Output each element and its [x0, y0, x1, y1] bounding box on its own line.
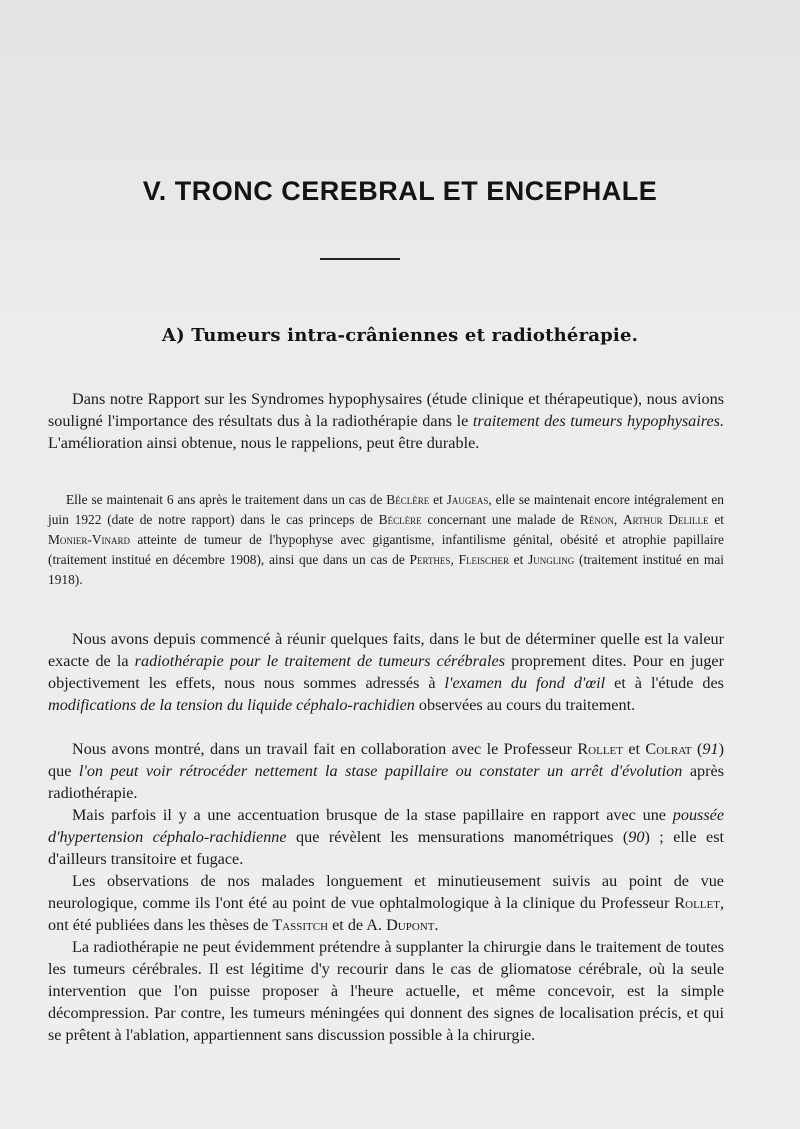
italic-text: l'examen du fond d'œil	[444, 674, 606, 692]
reference-number: 91	[702, 740, 719, 758]
text: et	[429, 492, 447, 507]
reference-number: 90	[628, 828, 645, 846]
author-name: Arthur Delille	[622, 512, 709, 527]
section-title: A) Tumeurs intra-crâniennes et radiothérapie.	[161, 325, 639, 346]
author-name: Colrat	[645, 740, 692, 758]
author-name: Jungling	[528, 552, 575, 567]
text: , elle se maintenait encore intégralement en juin 1922 (date de notre rapport) dans le cas princeps de	[48, 492, 724, 527]
text: après radiothérapie.	[48, 762, 724, 802]
text: observées au cours du traitement.	[414, 696, 636, 714]
chapter-title: V. TRONC CEREBRAL ET ENCEPHALE	[142, 176, 658, 206]
text: La radiothérapie ne peut évidemment prétendre à supplanter la chirurgie dans le traitement de toutes les tumeurs cérébrales. Il est légitime d'y recourir dans le cas de gliomatose cérébrale, où la seule intervention que l'on puisse proposer à l'heure actuelle, et même concevoir, est la simple décompression. Par contre, les tumeurs méningées qui donnent des signes de localisation précis, et qui se prêtent à l'ablation, appartiennent sans discussion possible à la chirurgie.	[48, 938, 724, 1044]
italic-text: modifications de la tension du liquide céphalo-rachidien	[48, 696, 415, 714]
text: atteinte de tumeur de l'hypophyse avec gigantisme, infantilisme génital, obésité et atrophie papillaire (traitement institué en décembre 1908), ainsi que dans un cas de	[48, 532, 724, 567]
author-name: Béclère	[378, 512, 422, 527]
text: et	[622, 740, 646, 758]
paragraph-4	[48, 804, 724, 870]
text: concernant une malade de	[421, 512, 580, 527]
author-name: Jaugeas	[446, 492, 489, 507]
text: , ont été publiées dans les thèses de	[48, 894, 724, 934]
text: ,	[613, 512, 623, 527]
author-name: Monier-Vinard	[48, 532, 131, 547]
author-name: Rollet	[577, 740, 623, 758]
footnote-paragraph	[48, 490, 724, 590]
paragraph-3	[48, 738, 724, 804]
text: ) ; elle est d'ailleurs transitoire et fugace.	[48, 828, 725, 868]
text: et	[508, 552, 529, 567]
text: Les observations de nos malades longuement et minutieusement suivis au point de vue neurologique, comme ils l'ont été au point de vue ophtalmologique à la clinique du Professeur	[48, 872, 724, 912]
italic-text: radiothérapie pour le traitement de tumeurs cérébrales	[134, 652, 506, 670]
text: Elle se maintenait 6 ans après le traitement dans un cas de	[66, 492, 387, 507]
author-name: Fleischer	[458, 552, 509, 567]
text: (	[691, 740, 703, 758]
author-name: Tassitch	[272, 916, 329, 934]
italic-text: poussée d'hypertension céphalo-rachidienne	[48, 806, 724, 846]
text: Nous avons depuis commencé à réunir quelques faits, dans le but de déterminer quelle est la valeur exacte de la	[48, 630, 724, 670]
text: Mais parfois il y a une accentuation brusque de la stase papillaire en rapport avec une	[72, 806, 673, 824]
text: Nous avons montré, dans un travail fait en collaboration avec le Professeur	[72, 740, 578, 758]
text: ) que	[48, 740, 724, 780]
title-rule	[320, 258, 400, 260]
text: et à l'étude des	[605, 674, 724, 692]
text: (traitement institué en mai 1918).	[48, 552, 725, 587]
text: .	[434, 916, 439, 934]
paragraph-5	[48, 870, 724, 936]
text: Dans notre Rapport sur les Syndromes hypophysaires (étude clinique et thérapeutique), nous avions souligné l'importance des résultats dus à la radiothérapie dans le	[48, 390, 724, 430]
paragraph-6	[48, 936, 724, 1046]
author-name: Dupont	[386, 916, 435, 934]
text: L'amélioration ainsi obtenue, nous le rappelions, peut être durable.	[48, 434, 480, 452]
italic-text: l'on peut voir rétrocéder nettement la stase papillaire ou constater un arrêt d'évolution	[78, 762, 683, 780]
text: que révèlent les mensurations manométriques (	[286, 828, 629, 846]
paragraph-2	[48, 628, 724, 716]
author-name: Perthes	[409, 552, 451, 567]
text: et	[708, 512, 724, 527]
text: proprement dites. Pour en juger objectivement les effets, nous nous sommes adressés à	[48, 652, 724, 692]
paragraph-1	[48, 388, 724, 454]
author-name: Béclère	[386, 492, 430, 507]
text: ,	[450, 552, 459, 567]
author-name: Rénon	[579, 512, 614, 527]
text: et de A.	[328, 916, 387, 934]
author-name: Rollet	[674, 894, 720, 912]
italic-text: traitement des tumeurs hypophysaires.	[472, 412, 724, 430]
